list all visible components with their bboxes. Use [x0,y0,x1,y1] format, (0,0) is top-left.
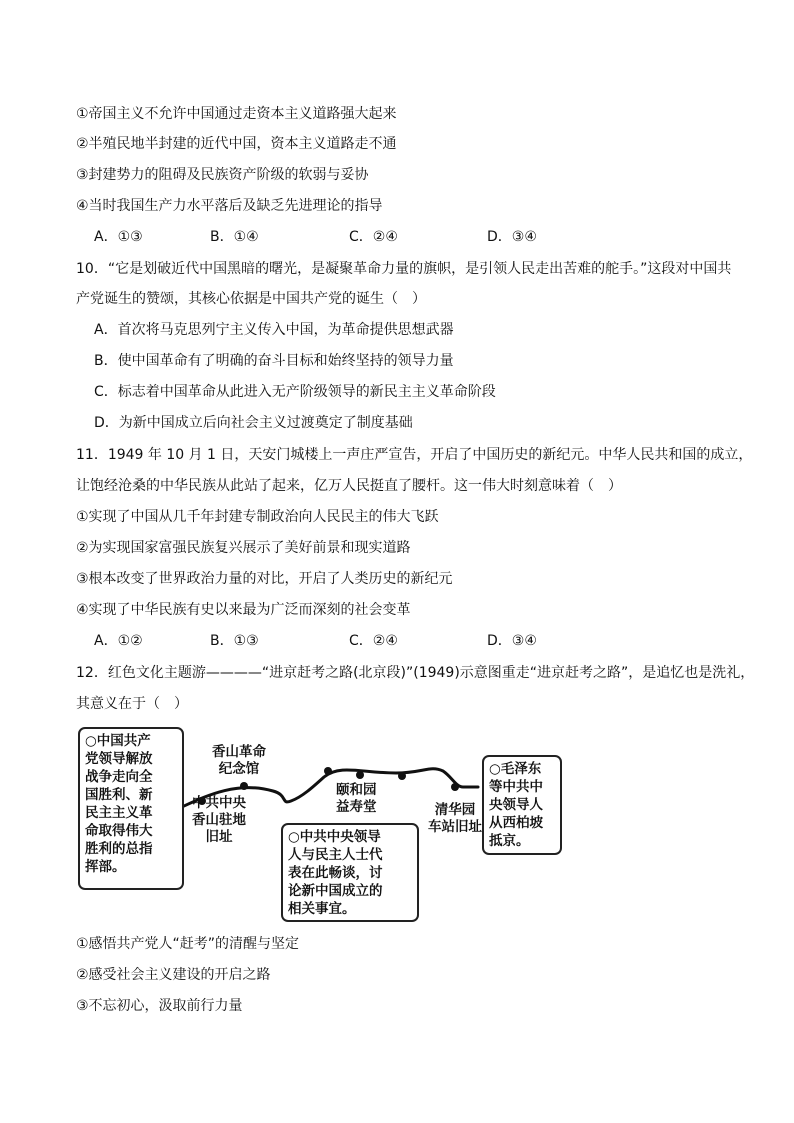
callout-left-line: ○中国共产 [85,733,151,749]
q11-stem-line2: 让饱经沧桑的中华民族从此站了起来，亿万人民挺直了腰杆。这一伟大时刻意味着（ ） [76,478,622,494]
place-qinghua-station [428,802,482,836]
callout-left-line: 胜利的总指 [85,841,153,857]
callout-right-line: 从西柏坡 [489,815,543,831]
q12-statement-3: ③不忘初心，汲取前行力量 [76,998,243,1014]
q10-option-d[interactable]: D．为新中国成立后向社会主义过渡奠定了制度基础 [94,415,413,431]
route-stop-2 [240,782,248,790]
q9-option-a[interactable]: A．①③ [94,229,143,245]
callout-right-line: 央领导人 [489,797,543,813]
q12-statement-2: ②感受社会主义建设的开启之路 [76,967,271,983]
q10-option-b[interactable]: B．使中国革命有了明确的奋斗目标和始终坚持的领导力量 [94,353,454,369]
place-label: 香山驻地 [192,812,246,828]
q10-stem-line2: 产党诞生的赞颂，其核心依据是中国共产党的诞生（ ） [76,291,426,307]
callout-mid-line: 论新中国成立的 [288,883,383,899]
callout-left-line: 党领导解放 [85,751,153,767]
q11-statement-4: ④实现了中华民族有史以来最为广泛而深刻的社会变革 [76,602,411,618]
q11-option-c[interactable]: C．②④ [349,633,398,649]
place-label: 纪念馆 [218,761,260,777]
callout-right-line: ○毛泽东 [489,761,542,777]
callout-mid-line: 表在此畅谈，讨 [288,865,383,881]
q9-option-d[interactable]: D．③④ [487,229,537,245]
route-stop-5 [398,772,406,780]
route-stop-4 [356,771,364,779]
place-label: 益寿堂 [336,799,377,815]
q11-statement-3: ③根本改变了世界政治力量的对比，开启了人类历史的新纪元 [76,571,453,587]
place-label: 车站旧址 [428,819,482,835]
place-yiheyuan [336,782,377,816]
route-map-figure [78,727,562,922]
place-label: 中共中央 [192,795,246,811]
q10-option-a[interactable]: A．首次将马克思列宁主义传入中国，为革命提供思想武器 [94,322,454,338]
route-stop-6 [451,783,459,791]
callout-middle [281,823,419,922]
q11-option-d[interactable]: D．③④ [487,633,537,649]
q9-option-c[interactable]: C．②④ [349,229,398,245]
callout-left [78,727,184,890]
q9-statement-3: ③封建势力的阻碍及民族资产阶级的软弱与妥协 [76,167,369,183]
callout-right-line: 等中共中 [489,779,543,795]
place-label: 香山革命 [212,744,266,760]
q10-option-c[interactable]: C．标志着中国革命从此进入无产阶级领导的新民主主义革命阶段 [94,384,496,400]
callout-left-line: 命取得伟大 [85,823,153,839]
callout-left-line: 民主主义革 [85,805,153,821]
q12-statement-1: ①感悟共产党人“赶考”的清醒与坚定 [76,936,300,952]
q11-statement-2: ②为实现国家富强民族复兴展示了美好前景和现实道路 [76,540,411,556]
q11-stem-line1: 11．1949 年 10 月 1 日，天安门城楼上一声庄严宣告，开启了中国历史的新纪元。中华人民共和国的成立， [76,447,753,463]
q9-option-b[interactable]: B．①④ [210,229,259,245]
callout-right-line: 抵京。 [489,833,530,849]
place-xiangshan-museum [212,744,266,778]
callout-mid-line: ○中共中央领导 [288,829,381,845]
q11-statement-1: ①实现了中国从几千年封建专制政治向人民民主的伟大飞跃 [76,509,439,525]
q12-stem-line2: 其意义在于（ ） [76,696,188,712]
place-xiangshan-site [192,795,246,846]
q9-statement-2: ②半殖民地半封建的近代中国，资本主义道路走不通 [76,136,397,152]
q9-statement-4: ④当时我国生产力水平落后及缺乏先进理论的指导 [76,198,383,214]
route-stop-3 [324,767,332,775]
q10-stem-line1: 10．“它是划破近代中国黑暗的曙光，是凝聚革命力量的旗帜，是引领人民走出苦难的舵手。”这段对中国共 [76,261,732,277]
place-label: 清华园 [434,802,476,818]
callout-right [482,755,562,855]
callout-left-line: 挥部。 [85,859,126,875]
q11-option-b[interactable]: B．①③ [210,633,259,649]
callout-mid-line: 人与民主人士代 [288,847,383,863]
place-label: 颐和园 [336,782,377,798]
callout-mid-line: 相关事宜。 [288,901,356,917]
q11-option-a[interactable]: A．①② [94,633,143,649]
callout-left-line: 国胜利、新 [85,787,153,803]
q12-stem-line1: 12．红色文化主题游————“进京赶考之路(北京段)”(1949)示意图重走“进京赶考之路”，是追忆也是洗礼， [76,665,755,681]
callout-left-line: 战争走向全 [85,769,153,785]
q9-statement-1: ①帝国主义不允许中国通过走资本主义道路强大起来 [76,106,397,122]
place-label: 旧址 [205,829,233,845]
